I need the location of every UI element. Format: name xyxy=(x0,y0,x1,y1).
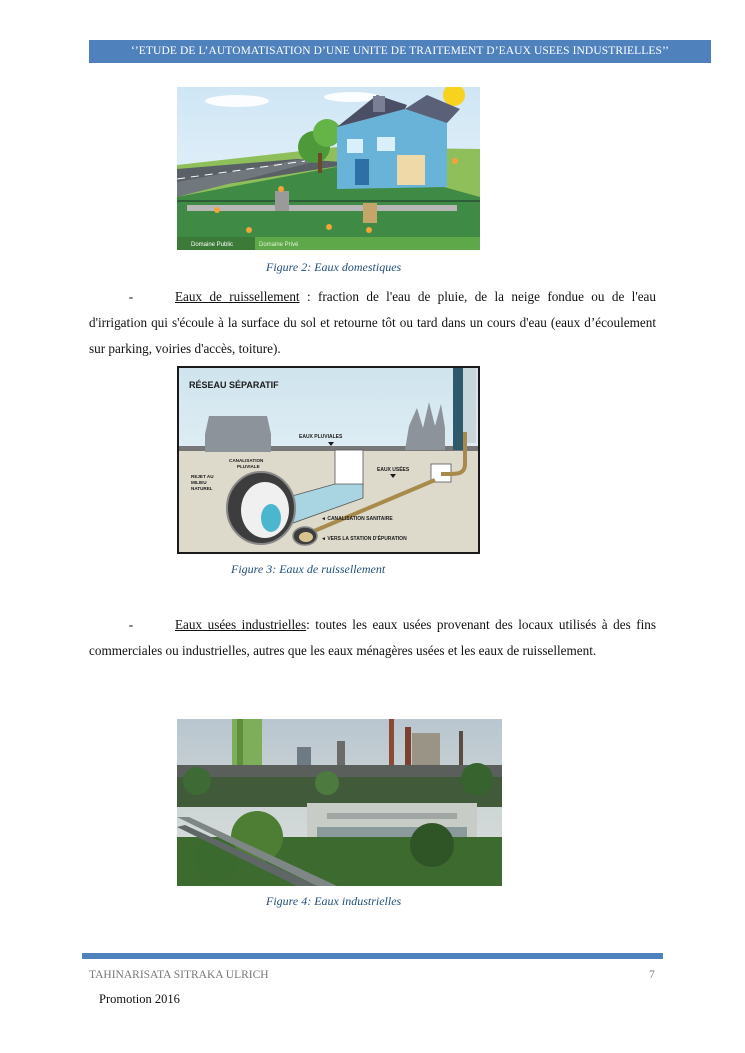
domestic-water-illustration xyxy=(177,87,480,250)
paragraph-runoff xyxy=(89,284,656,362)
paragraph-industrial-text: : toutes les eaux usées provenant des locaux utilisés à des fins commerciales ou industrielles, autres que les eaux ménagères usées et les eaux de ruissellement. xyxy=(89,617,656,658)
domain-private-label: Domaine Privé xyxy=(259,242,299,248)
label-pluviales: EAUX PLUVIALES xyxy=(299,434,343,440)
label-station: ◄ VERS LA STATION D'ÉPURATION xyxy=(321,536,407,542)
footer-promotion: Promotion 2016 xyxy=(99,992,180,1006)
runoff-network-diagram xyxy=(179,368,478,552)
label-rejet-3: NATUREL xyxy=(191,486,213,491)
figure-runoff-diagram xyxy=(177,366,480,554)
label-canalisation-pluviale-1: CANALISATION xyxy=(229,458,264,463)
paragraph-runoff-text: : fraction de l'eau de pluie, de la neige fondue ou de l'eau d'irrigation qui s'écoule à la surface du sol et retourne tôt ou tard dans un cours d'eau (eaux d’écoulement sur parking, voiries d'accès, toiture). xyxy=(89,289,657,356)
footer-author: TAHINARISATA SITRAKA ULRICH xyxy=(89,969,269,981)
document-header xyxy=(89,40,711,63)
footer-divider xyxy=(82,953,663,959)
label-canalisation-pluviale-2: PLUVIALE xyxy=(237,464,260,469)
label-rejet-1: REJET AU xyxy=(191,474,214,479)
header-title: ‘’ETUDE DE L’AUTOMATISATION D’UNE UNITE DE TRAITEMENT D’EAUX USEES INDUSTRIELLES’’ xyxy=(130,45,670,57)
figure-industrial-photo xyxy=(177,719,502,886)
label-sanitaire: ◄ CANALISATION SANITAIRE xyxy=(321,516,393,522)
list-dash: - xyxy=(128,617,134,632)
figure-4-caption: Figure 4: Eaux industrielles xyxy=(266,894,402,908)
term-industrial: Eaux usées industrielles xyxy=(175,617,307,632)
diagram-title: RÉSEAU SÉPARATIF xyxy=(189,380,279,390)
figure-3-caption: Figure 3: Eaux de ruissellement xyxy=(231,562,386,576)
term-runoff: Eaux de ruissellement xyxy=(175,289,300,304)
domain-public-label: Domaine Public xyxy=(191,242,234,248)
figure-2-caption: Figure 2: Eaux domestiques xyxy=(266,260,402,274)
paragraph-industrial xyxy=(89,612,656,664)
list-dash: - xyxy=(128,289,134,304)
label-usees: EAUX USÉES xyxy=(377,467,410,473)
industrial-plant-photo xyxy=(177,719,502,886)
page-number: 7 xyxy=(649,969,655,981)
figure-domestic-water xyxy=(177,87,480,250)
label-rejet-2: MILIEU xyxy=(191,480,207,485)
